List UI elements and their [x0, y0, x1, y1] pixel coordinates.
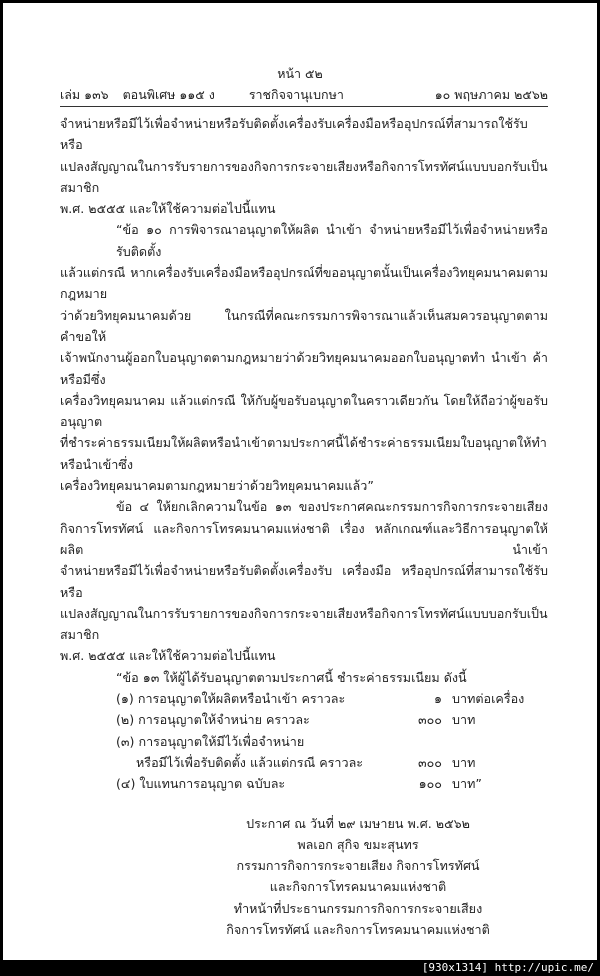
document-page: [3, 3, 597, 960]
document-body: [60, 113, 548, 795]
text-line: ข้อ ๔ ให้ยกเลิกความในข้อ ๑๓ ของประกาศคณะกรรมการกิจการกระจายเสียง: [116, 499, 548, 515]
text-line: “ข้อ ๑๓ ให้ผู้ได้รับอนุญาตตามประกาศนี้ ชำระค่าธรรมเนียม ดังนี้: [116, 669, 467, 685]
fee-amount: ๑๐๐: [418, 776, 442, 792]
text-line: กิจการโทรทัศน์ และกิจการโทรคมนาคมแห่งชาติ เรื่อง หลักเกณฑ์และวิธีการอนุญาตให้ผลิต นำเข้า: [60, 520, 548, 557]
signatory-title: กรรมการกิจการกระจายเสียง กิจการโทรทัศน์: [236, 858, 480, 874]
page-number: หน้า ๕๒: [277, 66, 323, 81]
text-line: จำหน่ายหรือมีไว้เพื่อจำหน่ายหรือรับติดตั้งเครื่องรับเครื่องมือหรืออุปกรณ์ที่สามารถใช้รับหรือ: [60, 116, 528, 153]
fee-item: [60, 752, 548, 773]
fee-item: [60, 688, 548, 709]
text-line: เครื่องวิทยุคมนาคมตามกฎหมายว่าด้วยวิทยุคมนาคมแล้ว”: [60, 478, 374, 494]
gazette-date: ๑๐ พฤษภาคม ๒๕๖๒: [434, 87, 548, 102]
text-line: แปลงสัญญาณในการรับรายการของกิจการกระจายเสียงหรือกิจการโทรทัศน์แบบบอกรับเป็นสมาชิก: [60, 605, 548, 643]
fee-unit: บาทต่อเครื่อง: [452, 691, 525, 707]
fee-label: (๔) ใบแทนการอนุญาต ฉบับละ: [116, 776, 286, 792]
fee-unit: บาท: [452, 712, 476, 728]
signatory-title: และกิจการโทรคมนาคมแห่งชาติ: [269, 879, 447, 895]
fee-unit: บาท: [452, 754, 476, 770]
signatory-title: กิจการโทรทัศน์ และกิจการโทรคมนาคมแห่งชาติ: [226, 921, 490, 937]
gazette-header: [60, 86, 548, 104]
text-line: แปลงสัญญาณในการรับรายการของกิจการกระจายเสียงหรือกิจการโทรทัศน์แบบบอกรับเป็นสมาชิก: [60, 158, 548, 195]
header-divider: [60, 106, 548, 107]
fee-unit: บาท”: [452, 776, 482, 792]
fee-item: [60, 773, 548, 794]
volume: เล่ม ๑๓๖: [60, 87, 109, 102]
text-line: เจ้าพนักงานผู้ออกใบอนุญาตตามกฎหมายว่าด้วยวิทยุคมนาคมออกใบอนุญาตทำ นำเข้า ค้าหรือมีซึ่ง: [60, 350, 548, 387]
text-line: พ.ศ. ๒๕๕๕ และให้ใช้ความต่อไปนี้แทน: [60, 201, 276, 217]
fee-label: (๓) การอนุญาตให้มีไว้เพื่อจำหน่าย: [116, 733, 305, 749]
text-line: ว่าด้วยวิทยุคมนาคมด้วย ในกรณีที่คณะกรรมการพิจารณาแล้วเห็นสมควรอนุญาตตามคำขอให้: [60, 307, 548, 344]
fee-label: (๑) การอนุญาตให้ผลิตหรือนำเข้า คราวละ: [116, 691, 346, 707]
text-line: “ข้อ ๑๐ การพิจารณาอนุญาตให้ผลิต นำเข้า จำหน่ายหรือมีไว้เพื่อจำหน่ายหรือรับติดตั้ง: [116, 222, 548, 259]
fee-item: [60, 731, 548, 752]
announcement-date: ประกาศ ณ วันที่ ๒๙ เมษายน พ.ศ. ๒๕๖๒: [246, 815, 470, 831]
text-line: พ.ศ. ๒๕๕๕ และให้ใช้ความต่อไปนี้แทน: [60, 648, 276, 664]
image-host-watermark: [930x1314] http://upic.me/: [421, 961, 594, 975]
fee-label: หรือมีไว้เพื่อรับติดตั้ง แล้วแต่กรณี คราวละ: [136, 754, 364, 770]
text-line: จำหน่ายหรือมีไว้เพื่อจำหน่ายหรือรับติดตั้งเครื่องรับ เครื่องมือ หรืออุปกรณ์ที่สามารถใช้รับหรือ: [60, 563, 548, 600]
fee-amount: ๓๐๐: [418, 712, 442, 728]
fee-label: (๒) การอนุญาตให้จำหน่าย คราวละ: [116, 712, 310, 728]
text-line: ที่ชำระค่าธรรมเนียมให้ผลิตหรือนำเข้าตามประกาศนี้ได้ชำระค่าธรรมเนียมใบอนุญาตให้ทำหรือนำเข้าซึ่ง: [60, 435, 547, 472]
signatory-name: พลเอก สุกิจ ขมะสุนทร: [297, 836, 419, 852]
signature-block: [193, 813, 523, 941]
fee-amount: ๑: [434, 691, 442, 707]
gazette-title: ราชกิจจานุเบกษา: [248, 87, 344, 102]
signatory-title: ทำหน้าที่ประธานกรรมการกิจการกระจายเสียง: [233, 900, 483, 916]
text-line: แล้วแต่กรณี หากเครื่องรับเครื่องมือหรืออุปกรณ์ที่ขออนุญาตนั้นเป็นเครื่องวิทยุคมนาคมตามกฎหมาย: [60, 265, 548, 302]
fee-item: [60, 709, 548, 730]
text-line: เครื่องวิทยุคมนาคม แล้วแต่กรณี ให้กับผู้ขอรับอนุญาตในคราวเดียวกัน โดยให้ถือว่าผู้ขอรับอนุญาต: [60, 392, 548, 430]
issue: ตอนพิเศษ ๑๑๕ ง: [122, 87, 215, 102]
fee-amount: ๓๐๐: [418, 754, 442, 770]
